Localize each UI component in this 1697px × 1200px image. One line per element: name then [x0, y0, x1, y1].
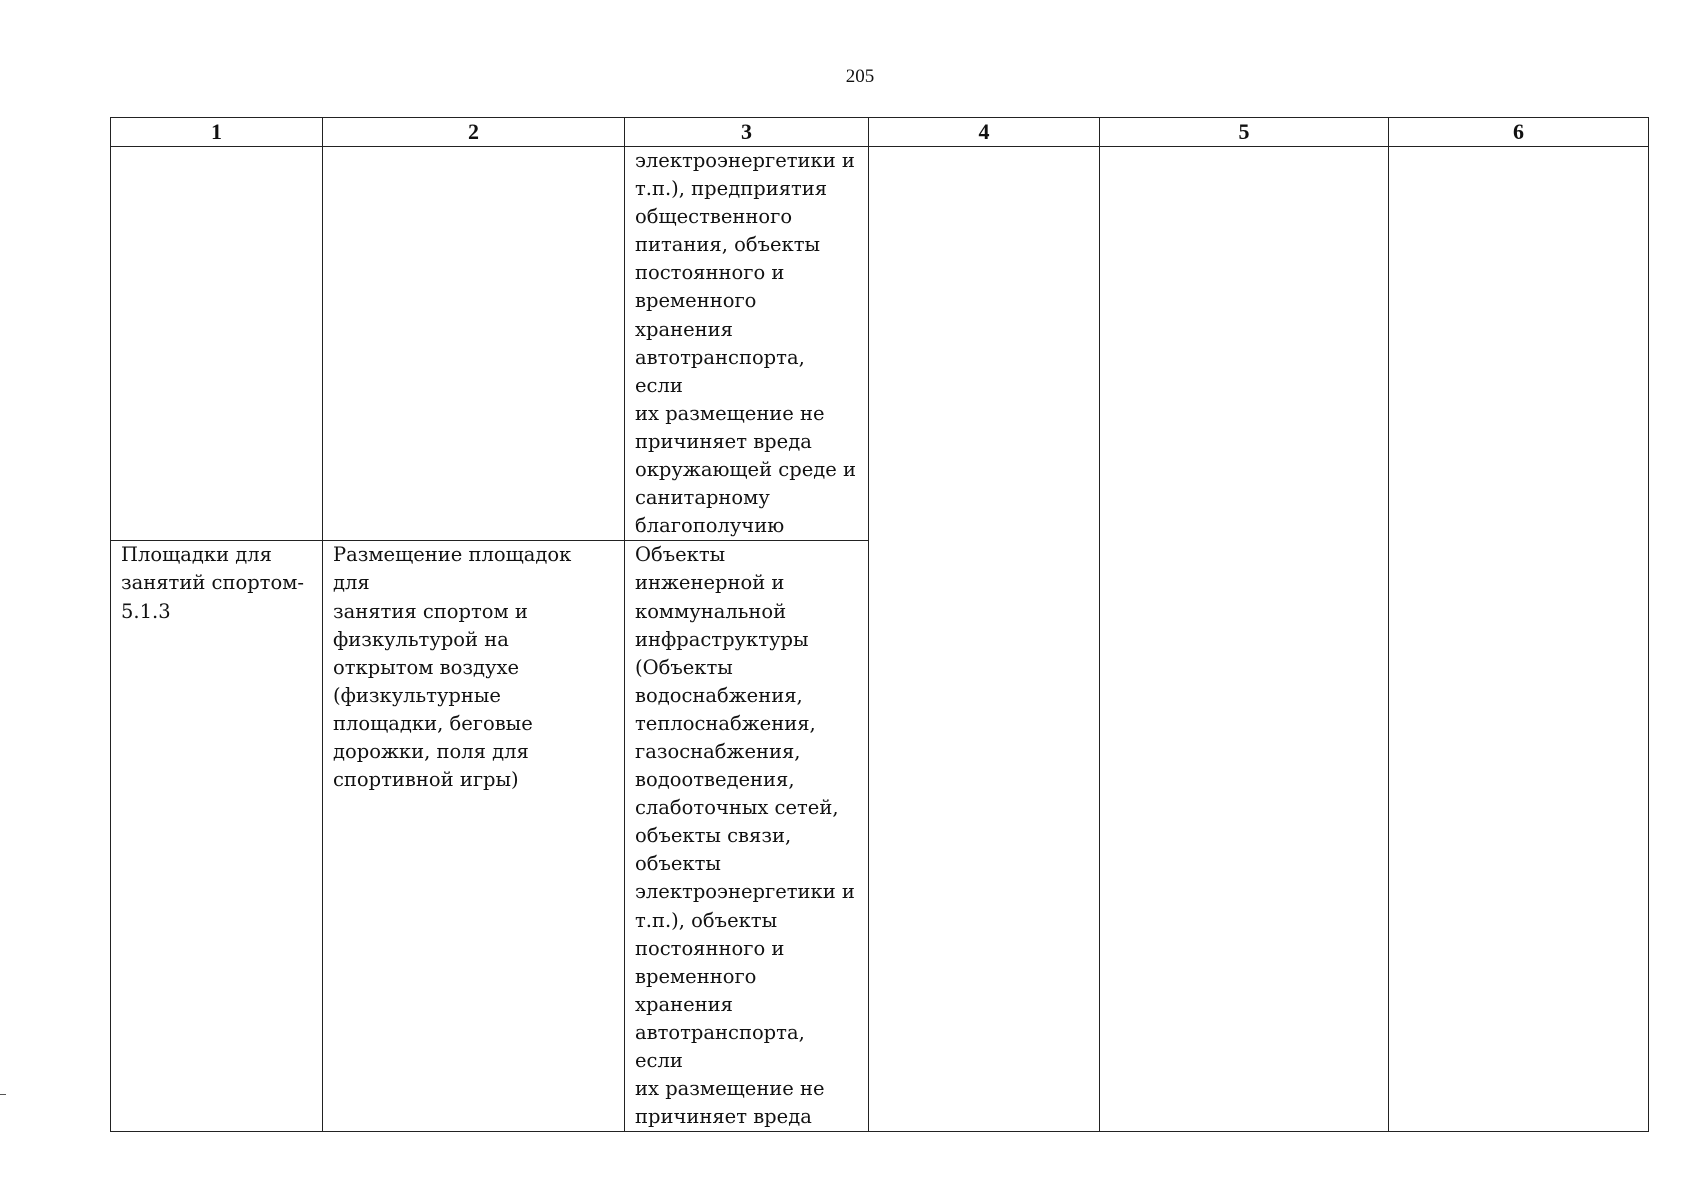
- table-cell: [625, 147, 869, 541]
- table-cell: [1100, 147, 1389, 1132]
- cell-text: Площадки для занятий спортом- 5.1.3: [121, 543, 304, 623]
- land-use-table: [110, 117, 1649, 1132]
- table-cell: [111, 147, 323, 541]
- table-row: [111, 147, 1649, 541]
- column-header-1: 1: [111, 118, 323, 147]
- column-header-3: 3: [625, 118, 869, 147]
- table-cell: [111, 541, 323, 1132]
- table-cell: [625, 541, 869, 1132]
- scan-edge-mark: [0, 1094, 6, 1095]
- column-header-5: 5: [1100, 118, 1389, 147]
- page-number: 205: [845, 66, 875, 87]
- cell-text: Объекты инженерной и коммунальной инфраструктуры (Объекты водоснабжения, теплоснабжения, газоснабжения, водоотведения, слаботочных сетей, объекты связи, объекты электроэнергетики и т.п.), объекты постоянного и временного хранения автотранспорта, если их размещение не причиняет вреда: [635, 543, 855, 1129]
- table-cell: [323, 541, 625, 1132]
- cell-text: Размещение площадок для занятия спортом и физкультурой на открытом воздухе (физкультурные площадки, беговые дорожки, поля для спортивной игры): [333, 543, 572, 792]
- cell-text: электроэнергетики и т.п.), предприятия общественного питания, объекты постоянного и временного хранения автотранспорта, если их размещение не причиняет вреда окружающей среде и санитарному благополучию: [635, 149, 856, 538]
- table-cell: [869, 147, 1100, 1132]
- table-header-row: [111, 118, 1649, 147]
- column-header-6: 6: [1389, 118, 1649, 147]
- table-cell: [1389, 147, 1649, 1132]
- table-cell: [323, 147, 625, 541]
- column-header-4: 4: [869, 118, 1100, 147]
- column-header-2: 2: [323, 118, 625, 147]
